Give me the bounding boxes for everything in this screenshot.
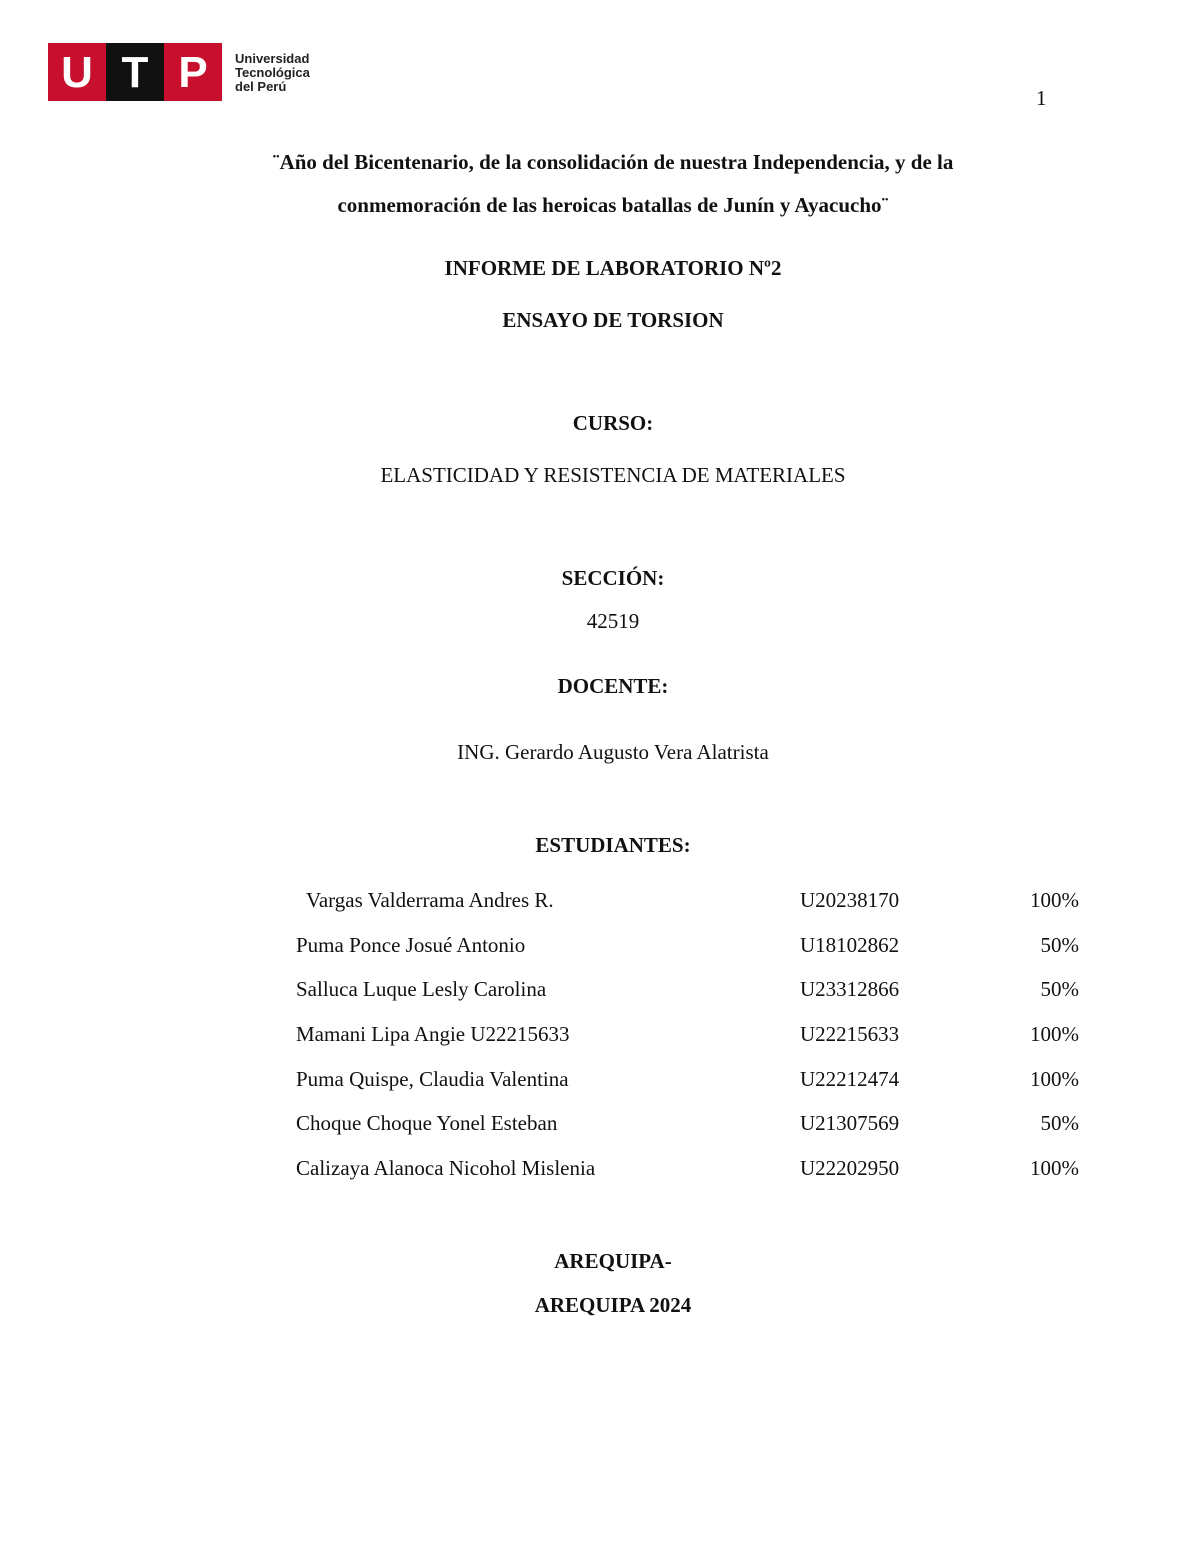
student-name: Calizaya Alanoca Nicohol Mislenia: [296, 1156, 596, 1181]
report-subtitle: ENSAYO DE TORSION: [502, 308, 724, 332]
place-line1: AREQUIPA-: [554, 1249, 672, 1273]
student-name: Puma Quispe, Claudia Valentina: [296, 1066, 569, 1091]
teacher-heading: DOCENTE:: [557, 674, 669, 698]
students-heading: ESTUDIANTES:: [535, 833, 691, 857]
logo-letter-t: T: [121, 48, 149, 97]
student-row: [0, 1107, 1200, 1152]
place-line2: AREQUIPA 2024: [534, 1293, 692, 1317]
student-row: [0, 1018, 1200, 1063]
logo-text-line3: del Perú: [235, 79, 287, 94]
section-heading: SECCIÓN:: [561, 566, 665, 590]
logo-text-line2: Tecnológica: [235, 65, 310, 80]
student-participation: 100%: [1030, 888, 1079, 912]
student-row: [0, 1152, 1200, 1197]
motto: [0, 141, 1200, 227]
teacher-name: ING. Gerardo Augusto Vera Alatrista: [457, 740, 769, 764]
student-code: U20238170: [800, 888, 900, 912]
logo-letter-u: U: [61, 48, 93, 97]
student-name: Puma Ponce Josué Antonio: [296, 932, 526, 957]
utp-logo: [48, 43, 318, 101]
student-code: U21307569: [800, 1111, 900, 1136]
student-participation: 50%: [1040, 1111, 1079, 1136]
student-code: U22202950: [800, 1156, 900, 1181]
student-participation: 100%: [1030, 1022, 1079, 1047]
course-heading: CURSO:: [572, 411, 654, 435]
student-code: U18102862: [800, 932, 900, 957]
page-number: 1: [1036, 86, 1047, 110]
student-row: [0, 973, 1200, 1018]
student-name: Vargas Valderrama Andres R.: [306, 888, 554, 912]
student-name: Choque Choque Yonel Esteban: [296, 1111, 558, 1136]
student-name: Salluca Luque Lesly Carolina: [296, 977, 547, 1002]
student-participation: 50%: [1040, 977, 1079, 1002]
student-row: [0, 929, 1200, 974]
course-name: ELASTICIDAD Y RESISTENCIA DE MATERIALES: [380, 463, 846, 487]
student-participation: 50%: [1040, 932, 1079, 957]
section-number: 42519: [586, 609, 640, 633]
student-name: Mamani Lipa Angie U22215633: [296, 1022, 570, 1047]
students-list: [0, 884, 1200, 1197]
student-participation: 100%: [1030, 1066, 1079, 1091]
student-code: U22212474: [800, 1066, 900, 1091]
motto-line1: ¨Año del Bicentenario, de la consolidación de nuestra Independencia, y de la: [272, 150, 954, 174]
student-row: [0, 1063, 1200, 1108]
student-code: U23312866: [800, 977, 900, 1002]
report-title: INFORME DE LABORATORIO Nº2: [444, 256, 782, 280]
student-participation: 100%: [1030, 1156, 1079, 1181]
student-row: [0, 884, 1200, 929]
motto-line2: conmemoración de las heroicas batallas de Junín y Ayacucho¨: [337, 193, 889, 217]
student-code: U22215633: [800, 1022, 900, 1047]
logo-text-line1: Universidad: [235, 51, 310, 66]
logo-letter-p: P: [178, 48, 208, 97]
